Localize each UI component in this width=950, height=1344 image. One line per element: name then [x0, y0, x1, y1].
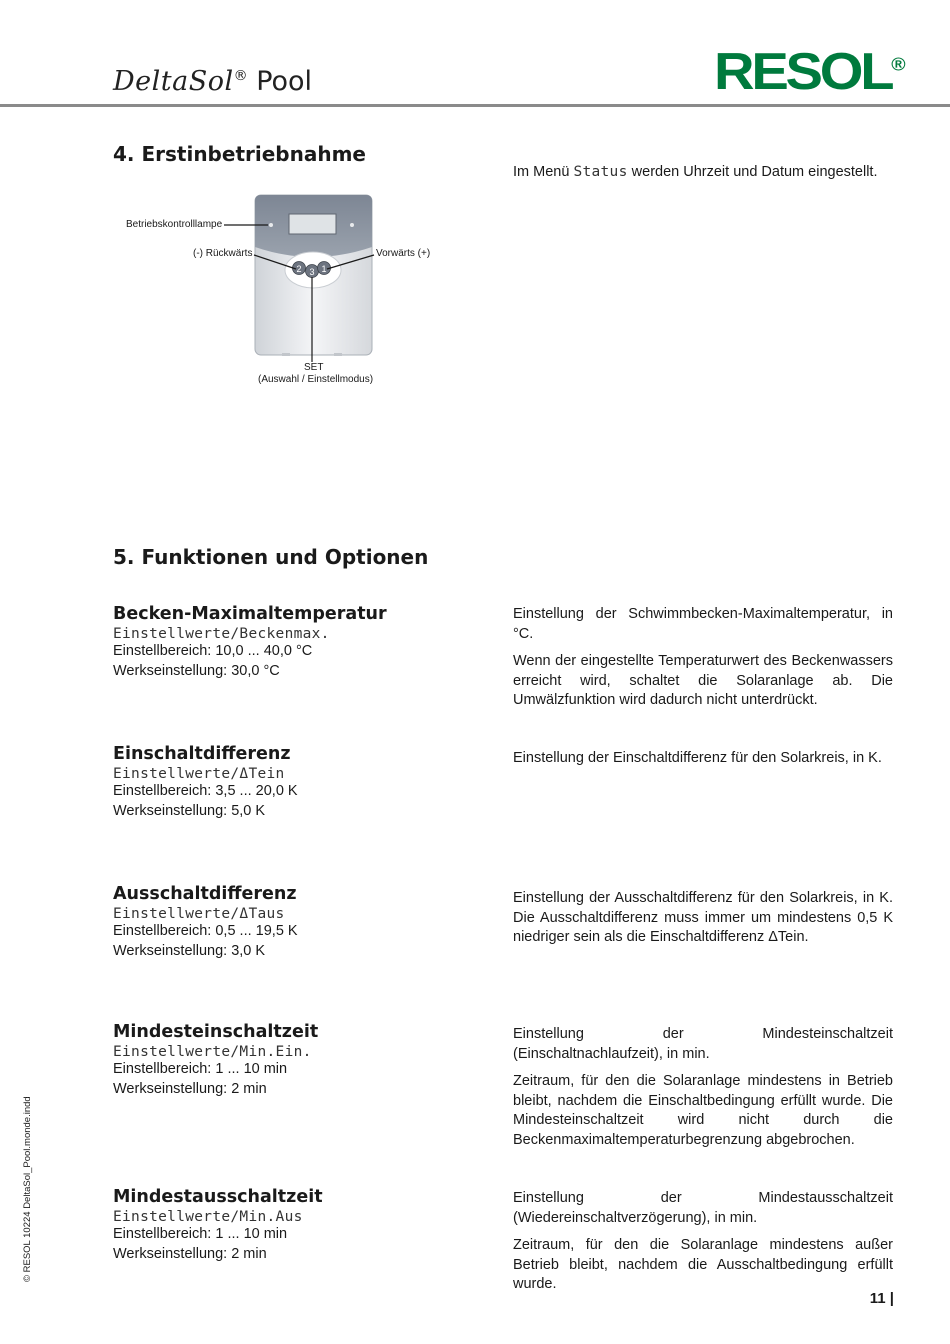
- resol-logo: [714, 43, 906, 101]
- option-desc-2: Zeitraum, für den die Solaranlage mindestens außer Betrieb bleibt, nachdem die Ausschaltbedingung erfüllt wurde.: [513, 1237, 893, 1292]
- option-menu-path: Einstellwerte/Beckenmax.: [113, 626, 330, 642]
- product-suffix: Pool: [247, 66, 313, 97]
- document-title: [113, 66, 312, 97]
- back-label: (-) Rückwärts: [193, 248, 253, 259]
- forward-label: Vorwärts (+): [376, 248, 431, 259]
- intro-post: werden Uhrzeit und Datum eingestellt.: [627, 164, 878, 180]
- option-description: [513, 1025, 893, 1158]
- device-foot: [282, 353, 290, 356]
- option-description: [513, 605, 893, 719]
- controller-figure: [110, 185, 450, 395]
- option-block: [113, 604, 387, 681]
- option-default: Werkseinstellung: 2 min: [113, 1245, 267, 1262]
- option-desc-1: Einstellung der Schwimmbecken-Maximaltemperatur, in °C.: [513, 606, 893, 642]
- option-desc-1: Einstellung der Mindestausschaltzeit (Wiedereinschaltverzögerung), in min.: [513, 1190, 893, 1226]
- header-divider: [0, 104, 950, 107]
- option-range: Einstellbereich: 1 ... 10 min: [113, 1061, 288, 1077]
- option-description: [513, 1189, 893, 1303]
- section-4-heading: 4. Erstinbetriebnahme: [113, 142, 366, 166]
- option-desc-2: Zeitraum, für den die Solaranlage mindestens in Betrieb bleibt, nachdem die Einschaltbedingung erfüllt wurde. Die Mindesteinschaltzeit wird nicht durch die Beckenmaximaltemperaturbegrenzung abgebrochen.: [513, 1073, 893, 1148]
- button-2-text: 2: [296, 264, 302, 274]
- button-1-text: 1: [321, 264, 327, 274]
- option-block: [113, 744, 298, 821]
- option-default: Werkseinstellung: 30,0 °C: [113, 662, 280, 679]
- registered-mark: ®: [233, 68, 248, 84]
- product-brand: DeltaSol: [113, 66, 234, 97]
- option-block: [113, 1187, 323, 1264]
- option-menu-path: Einstellwerte/ΔTein: [113, 766, 285, 782]
- option-default: Werkseinstellung: 3,0 K: [113, 942, 266, 959]
- section-5-heading: 5. Funktionen und Optionen: [113, 545, 429, 569]
- file-imprint: © RESOL 10224 DeltaSol_Pool.monde.indd: [22, 1096, 33, 1282]
- option-desc-1: Einstellung der Einschaltdifferenz für den Solarkreis, in K.: [513, 750, 882, 766]
- option-title: Becken-Maximaltemperatur: [113, 604, 387, 624]
- device-foot: [334, 353, 342, 356]
- option-block: [113, 884, 298, 961]
- option-menu-path: Einstellwerte/ΔTaus: [113, 906, 285, 922]
- lamp-label: Betriebskontrolllampe: [126, 219, 223, 230]
- button-3-text: 3: [309, 267, 315, 277]
- option-title: Mindestausschaltzeit: [113, 1187, 323, 1207]
- set-label: SET: [304, 362, 324, 373]
- option-desc-2: Wenn der eingestellte Temperaturwert des Beckenwassers erreicht wird, schaltet die Solaranlage ab. Die Umwälzfunktion wird dadurch nicht unterdrückt.: [513, 653, 893, 708]
- option-menu-path: Einstellwerte/Min.Aus: [113, 1209, 303, 1225]
- option-description: [513, 889, 893, 956]
- section-4-intro: [513, 163, 877, 183]
- option-block: [113, 1022, 318, 1099]
- option-description: [513, 749, 893, 777]
- option-desc-1: Einstellung der Mindesteinschaltzeit (Einschaltnachlaufzeit), in min.: [513, 1026, 893, 1062]
- option-range: Einstellbereich: 10,0 ... 40,0 °C: [113, 643, 313, 659]
- option-range: Einstellbereich: 0,5 ... 19,5 K: [113, 923, 298, 939]
- option-default: Werkseinstellung: 2 min: [113, 1080, 267, 1097]
- option-menu-path: Einstellwerte/Min.Ein.: [113, 1044, 312, 1060]
- logo-registered-mark: ®: [891, 54, 906, 75]
- lamp-dot-icon: [350, 223, 354, 227]
- page-number: 11 |: [869, 1290, 894, 1307]
- option-title: Ausschaltdifferenz: [113, 884, 297, 904]
- intro-menu-status: Status: [573, 164, 628, 180]
- logo-text: RESOL: [714, 43, 892, 101]
- status-lamp-icon: [269, 223, 273, 227]
- set-sub-label: (Auswahl / Einstellmodus): [258, 374, 374, 385]
- option-title: Einschaltdifferenz: [113, 744, 291, 764]
- option-range: Einstellbereich: 3,5 ... 20,0 K: [113, 783, 298, 799]
- intro-pre: Im Menü: [513, 164, 574, 180]
- option-default: Werkseinstellung: 5,0 K: [113, 802, 266, 819]
- option-range: Einstellbereich: 1 ... 10 min: [113, 1226, 288, 1242]
- option-title: Mindesteinschaltzeit: [113, 1022, 319, 1042]
- option-desc-1: Einstellung der Ausschaltdifferenz für den Solarkreis, in K. Die Ausschaltdifferenz muss immer um mindestens 0,5 K niedriger sein als die Einschaltdifferenz ΔTein.: [513, 890, 893, 945]
- device-display: [289, 214, 336, 234]
